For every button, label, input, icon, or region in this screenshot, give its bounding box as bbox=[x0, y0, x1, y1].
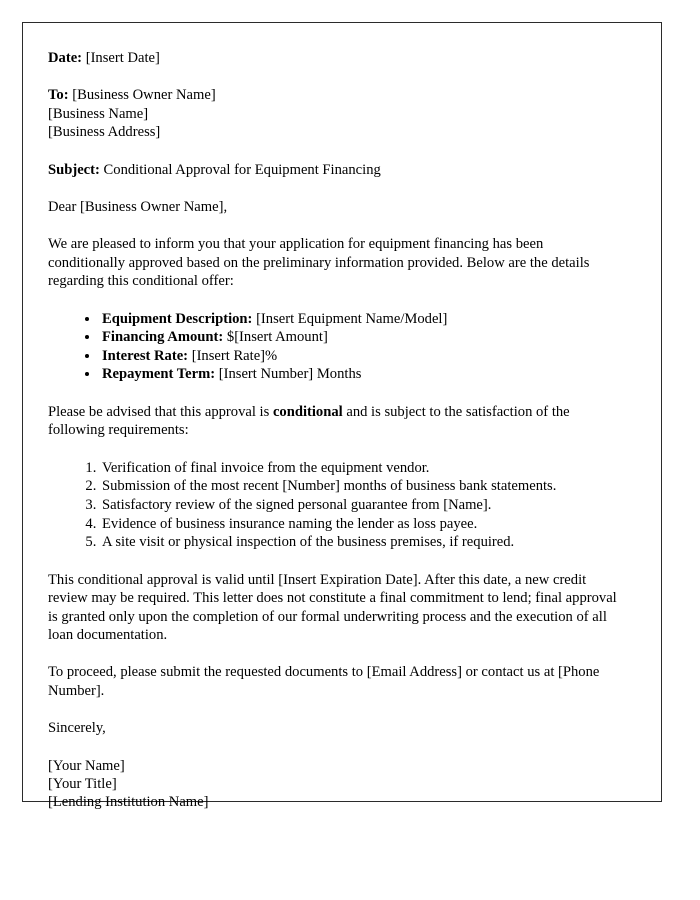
conditional-emphasis: conditional bbox=[272, 404, 343, 421]
detail-label: Repayment Term: bbox=[102, 366, 216, 383]
date-value: [Insert Date] bbox=[85, 50, 160, 66]
intro-paragraph-text: We are pleased to inform you that your application for equipment financing has been conditionally approved based on the preliminary information provided. Below are the details regarding this conditional offer: bbox=[48, 236, 590, 290]
letter-body bbox=[23, 23, 661, 812]
detail-value: [Insert Rate]% bbox=[191, 347, 278, 364]
date-line bbox=[48, 49, 623, 67]
salutation-text: Dear [Business Owner Name], bbox=[48, 199, 228, 216]
recipient-name: [Business Owner Name] bbox=[72, 87, 216, 104]
date-label: Date: bbox=[48, 50, 83, 66]
list-item: 1. Verification of final invoice from the equipment vendor. bbox=[100, 459, 623, 478]
subject-label: Subject: bbox=[48, 161, 100, 178]
list-item: 4. Evidence of business insurance naming the lender as loss payee. bbox=[100, 515, 623, 534]
list-item: 5. A site visit or physical inspection of the business premises, if required. bbox=[100, 533, 623, 552]
next-steps-paragraph-text: To proceed, please submit the requested documents to [Email Address] or contact us at [Phone Number]. bbox=[48, 664, 600, 699]
list-item bbox=[100, 365, 623, 384]
detail-label: Financing Amount: bbox=[102, 329, 224, 346]
closing-text: Sincerely, bbox=[48, 720, 106, 737]
list-item bbox=[100, 328, 623, 347]
intro-paragraph bbox=[48, 235, 623, 290]
letter-page-border bbox=[22, 22, 662, 811]
validity-paragraph bbox=[48, 571, 623, 645]
signature-name: [Your Name] bbox=[48, 757, 125, 774]
closing bbox=[48, 719, 623, 737]
recipient-block bbox=[48, 86, 623, 141]
recipient-business-name: [Business Name] bbox=[48, 105, 149, 122]
signature-block bbox=[48, 757, 623, 812]
subject-value: Conditional Approval for Equipment Financing bbox=[103, 161, 381, 178]
detail-label: Interest Rate: bbox=[102, 347, 189, 364]
financing-detail-list bbox=[48, 310, 623, 384]
recipient-name-line bbox=[48, 86, 623, 104]
signature-institution: [Lending Institution Name] bbox=[48, 794, 209, 811]
list-item bbox=[100, 347, 623, 366]
conditional-notice-prefix: Please be advised that this approval is bbox=[48, 404, 273, 421]
conditional-notice-suffix: and is subject to the satisfaction of the following requirements: bbox=[48, 404, 570, 439]
list-item: 2. Submission of the most recent [Number] months of business bank statements. bbox=[100, 477, 623, 496]
salutation bbox=[48, 198, 623, 216]
detail-value: [Insert Equipment Name/Model] bbox=[256, 310, 448, 327]
detail-value: [Insert Number] Months bbox=[218, 366, 362, 383]
subject-line bbox=[48, 161, 623, 179]
recipient-business-address: [Business Address] bbox=[48, 124, 161, 141]
detail-value: $[Insert Amount] bbox=[226, 329, 328, 346]
validity-paragraph-text: This conditional approval is valid until [Insert Expiration Date]. After this date, a new credit review may be required. This letter does not constitute a final commitment to lend; final approval is granted only upon the completion of our formal underwriting process and the execution of all loan documentation. bbox=[48, 571, 617, 644]
signature-title: [Your Title] bbox=[48, 776, 117, 793]
requirements-list bbox=[48, 459, 623, 552]
next-steps-paragraph bbox=[48, 663, 623, 700]
list-item: 3. Satisfactory review of the signed personal guarantee from [Name]. bbox=[100, 496, 623, 515]
list-item bbox=[100, 310, 623, 329]
conditional-notice-paragraph bbox=[48, 403, 623, 440]
recipient-label: To: bbox=[48, 87, 69, 104]
detail-label: Equipment Description: bbox=[102, 310, 253, 327]
